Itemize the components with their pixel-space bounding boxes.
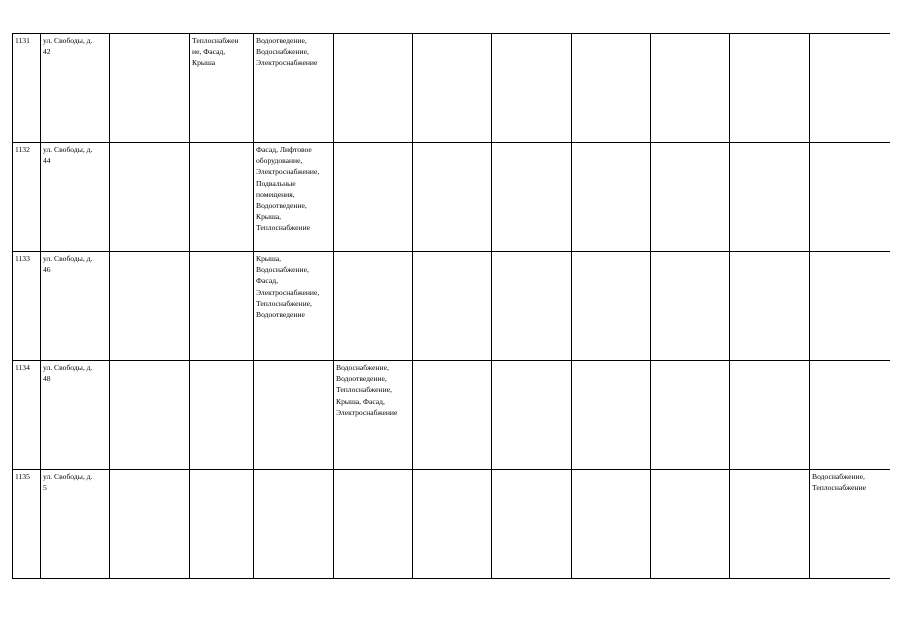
table-cell — [492, 143, 572, 252]
address-cell: ул. Свободы, д. 44 — [41, 143, 110, 252]
table-cell — [110, 252, 190, 361]
table-row — [13, 361, 890, 470]
address-cell: ул. Свободы, д. 46 — [41, 252, 110, 361]
table-cell — [413, 34, 492, 143]
row-number-cell: 1133 — [13, 252, 41, 361]
table-cell — [651, 361, 730, 470]
table-cell — [190, 470, 254, 579]
table-cell — [334, 252, 413, 361]
table-cell — [413, 361, 492, 470]
table-cell — [492, 252, 572, 361]
table-cell: Теплоснабжен ие, Фасад, Крыша — [190, 34, 254, 143]
table-row — [13, 470, 890, 579]
table-cell: Водоотведение, Водоснабжение, Электроснабжение — [254, 34, 334, 143]
table-cell — [730, 143, 810, 252]
table-cell — [730, 361, 810, 470]
table-cell — [810, 143, 890, 252]
table-cell — [572, 252, 651, 361]
table-cell — [334, 470, 413, 579]
table-cell — [413, 252, 492, 361]
row-number-cell: 1131 — [13, 34, 41, 143]
address-cell: ул. Свободы, д. 5 — [41, 470, 110, 579]
table-cell — [413, 470, 492, 579]
table-cell — [492, 34, 572, 143]
table-cell — [651, 252, 730, 361]
table-cell — [730, 252, 810, 361]
table-cell — [190, 252, 254, 361]
table-row — [13, 143, 890, 252]
table-cell — [190, 361, 254, 470]
table-cell — [492, 361, 572, 470]
address-cell: ул. Свободы, д. 42 — [41, 34, 110, 143]
table-cell — [110, 470, 190, 579]
table-cell — [110, 143, 190, 252]
table-cell — [492, 470, 572, 579]
address-cell: ул. Свободы, д. 48 — [41, 361, 110, 470]
table-cell — [651, 34, 730, 143]
row-number-cell: 1132 — [13, 143, 41, 252]
table-cell — [334, 143, 413, 252]
table-cell — [254, 361, 334, 470]
table-cell — [730, 470, 810, 579]
housing-repair-table — [12, 33, 890, 579]
table-cell: Фасад, Лифтовое оборудование, Электроснабжение, Подвальные помещения, Водоотведение, Крыша, Теплоснабжение — [254, 143, 334, 252]
table-row — [13, 34, 890, 143]
table-cell: Водоснабжение, Водоотведение, Теплоснабжение, Крыша, Фасад, Электроснабжение — [334, 361, 413, 470]
table-cell — [254, 470, 334, 579]
table-cell — [651, 143, 730, 252]
table-cell — [651, 470, 730, 579]
table-cell — [730, 34, 810, 143]
row-number-cell: 1134 — [13, 361, 41, 470]
table-cell — [572, 34, 651, 143]
row-number-cell: 1135 — [13, 470, 41, 579]
table-cell — [572, 143, 651, 252]
table-cell — [110, 361, 190, 470]
table-cell — [810, 361, 890, 470]
table-cell — [572, 470, 651, 579]
table-cell — [110, 34, 190, 143]
table-cell — [190, 143, 254, 252]
table-cell — [334, 34, 413, 143]
table-cell — [413, 143, 492, 252]
table-cell: Крыша, Водоснабжение, Фасад, Электроснабжение, Теплоснабжение, Водоотведение — [254, 252, 334, 361]
table-cell — [810, 252, 890, 361]
table-cell: Водоснабжение, Теплоснабжение — [810, 470, 890, 579]
table-cell — [810, 34, 890, 143]
table-row — [13, 252, 890, 361]
table-cell — [572, 361, 651, 470]
